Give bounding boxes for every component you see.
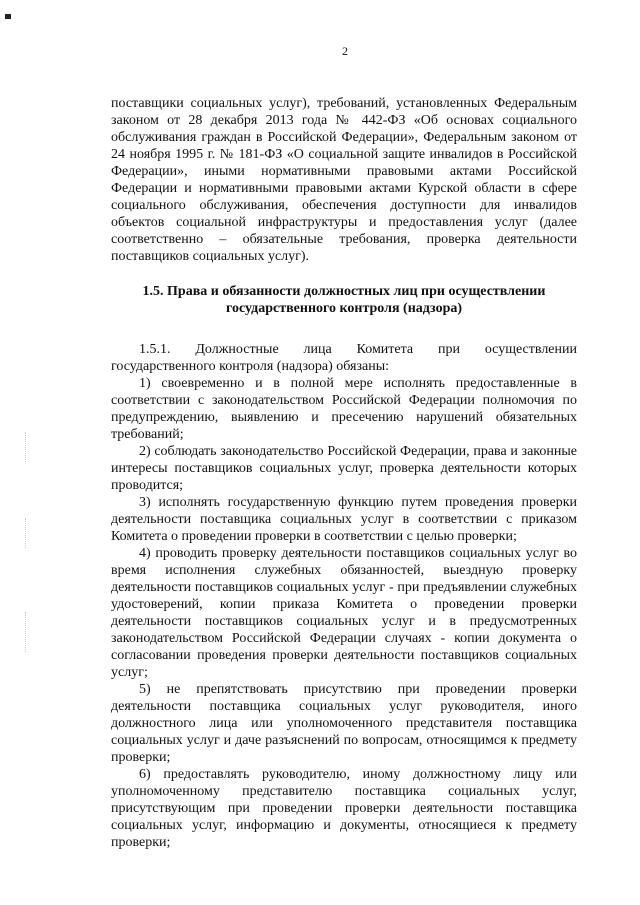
margin-dots <box>25 518 28 548</box>
list-item: 3) исполнять государственную функцию путем проведения проверки деятельности поставщика социальных услуг в соответствии с приказом Комитета о проведении проверки в соответствии с целью проверки; <box>111 495 577 544</box>
list-item: 1) своевременно и в полной мере исполнять предоставленные в соответствии с законодательством Российской Федерации полномочия по предупреждению, выявлению и пресечению нарушений обязательных требований; <box>111 376 577 442</box>
section-heading-line-2: государственного контроля (надзора) <box>225 301 463 316</box>
document-body <box>111 95 577 851</box>
list-item: 6) предоставлять руководителю, иному должностному лицу или уполномоченному представителю поставщика социальных услуг, присутствующим при проведении проверки деятельности поставщика социальных услуг, информацию и документы, относящиеся к предмету проверки; <box>111 767 577 850</box>
list-item: 2) соблюдать законодательство Российской Федерации, права и законные интересы поставщиков социальных услуг, проверка деятельности которых проводится; <box>111 444 577 493</box>
scan-mark <box>5 14 11 19</box>
list-item: 5) не препятствовать присутствию при проведении проверки деятельности поставщика социальных услуг руководителя, иного должностного лица или уполномоченного представителя поставщика социальных услуг и даче разъяснений по вопросам, относящимся к предмету проверки; <box>111 682 577 765</box>
margin-dots <box>25 612 28 652</box>
list-item: 4) проводить проверку деятельности поставщиков социальных услуг во время исполнения служебных обязанностей, выездную проверку деятельности поставщиков социальных услуг - при предъявлении служебных удостоверений, копии приказа Комитета о проведении проверки деятельности поставщиков социальных услуг и в предусмотренных законодательством Российской Федерации случаях - копии документа о согласовании проведения проверки деятельности поставщиков социальных услуг; <box>111 546 577 680</box>
section-heading-line-1: 1.5. Права и обязанности должностных лиц при осуществлении <box>142 284 546 299</box>
page-number: 2 <box>342 44 348 58</box>
clause-intro: 1.5.1. Должностные лица Комитета при осуществлении государственного контроля (надзора) обязаны: <box>111 342 577 374</box>
intro-paragraph: поставщики социальных услуг), требований, установленных Федеральным законом от 28 декабря 2013 года № 442-ФЗ «Об основах социального обслуживания граждан в Российской Федерации», Федеральным законом от 24 ноября 1995 г. № 181-ФЗ «О социальной защите инвалидов в Российской Федерации», иными нормативными правовыми актами Российской Федерации и нормативными правовыми актами Курской области в сфере социального обслуживания, обеспечения доступности для инвалидов объектов социальной инфраструктуры и предоставления услуг (далее соответственно – обязательные требования, проверка деятельности поставщиков социальных услуг). <box>111 96 577 264</box>
margin-dots <box>25 432 28 462</box>
section-heading <box>111 283 577 317</box>
